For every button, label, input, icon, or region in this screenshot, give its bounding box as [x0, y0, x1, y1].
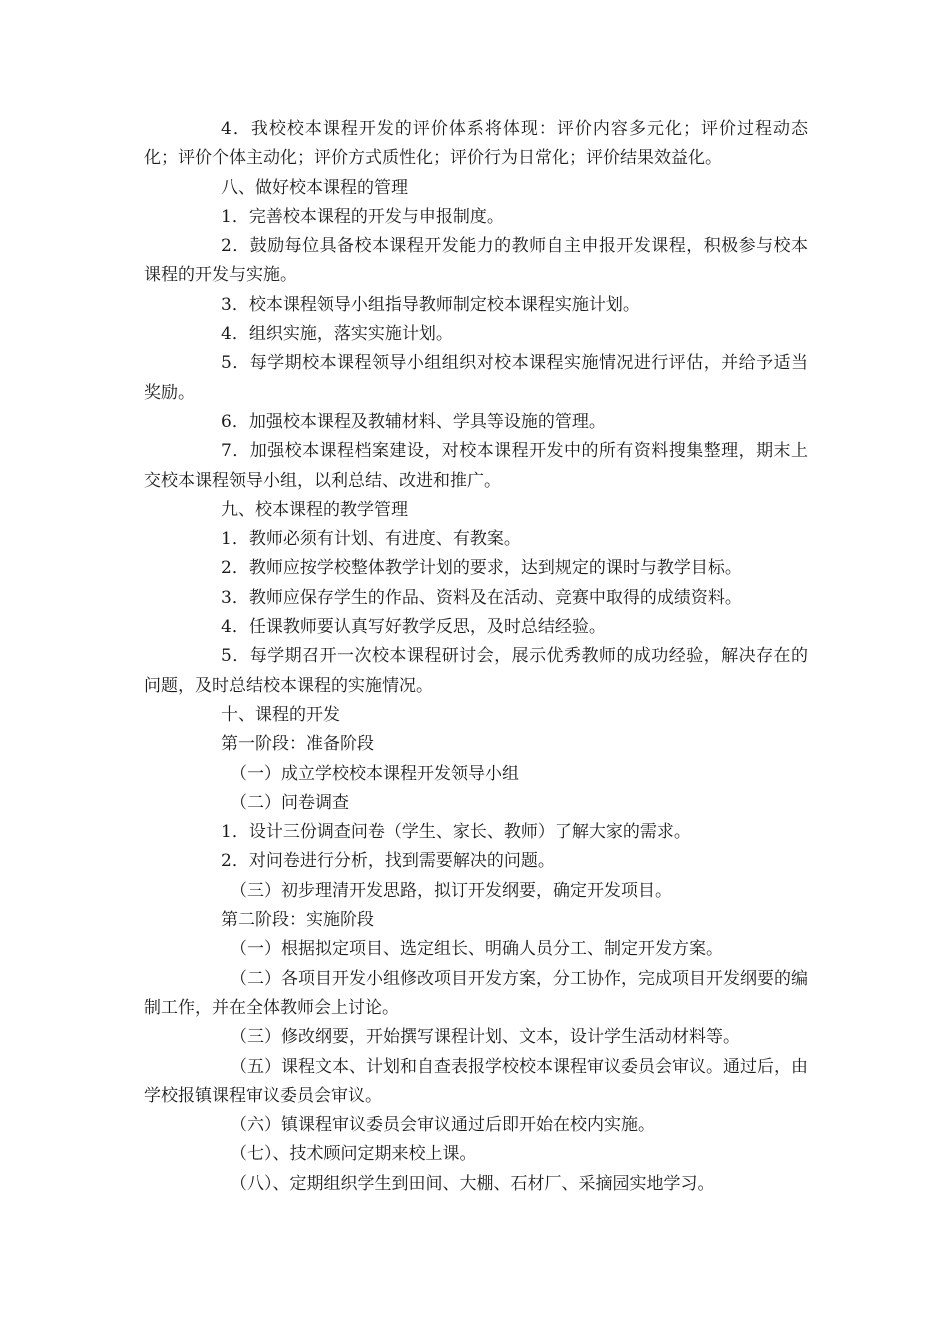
paragraph: 7．加强校本课程档案建设，对校本课程开发中的所有资料搜集整理，期末上交校本课程领导小组，以利总结、改进和推广。 [144, 441, 808, 491]
stage-heading-2: 第二阶段：实施阶段 [221, 910, 374, 931]
paragraph: 4．任课教师要认真写好教学反思，及时总结经验。 [221, 617, 606, 638]
paragraph: 1．教师必须有计划、有进度、有教案。 [221, 529, 521, 550]
document-body [144, 115, 808, 1199]
paragraph: （二）问卷调查 [230, 792, 349, 813]
paragraph: （三）修改纲要，开始撰写课程计划、文本，设计学生活动材料等。 [230, 1027, 740, 1048]
paragraph: （二）各项目开发小组修改项目开发方案，分工协作，完成项目开发纲要的编制工作，并在全体教师会上讨论。 [144, 968, 808, 1018]
paragraph: 3．教师应保存学生的作品、资料及在活动、竞赛中取得的成绩资料。 [221, 587, 742, 608]
paragraph: 4．组织实施，落实实施计划。 [221, 324, 453, 345]
paragraph: 1．设计三份调查问卷（学生、家长、教师）了解大家的需求。 [221, 822, 691, 843]
paragraph: （七）、技术顾问定期来校上课。 [230, 1144, 477, 1165]
paragraph: 2．对问卷进行分析，找到需要解决的问题。 [221, 851, 555, 872]
paragraph: 5．每学期召开一次校本课程研讨会，展示优秀教师的成功经验，解决存在的问题，及时总结校本课程的实施情况。 [144, 646, 808, 696]
paragraph: （三）初步理清开发思路，拟订开发纲要，确定开发项目。 [230, 880, 672, 901]
section-heading-10: 十、课程的开发 [221, 704, 340, 725]
paragraph: 6．加强校本课程及教辅材料、学具等设施的管理。 [221, 411, 606, 432]
paragraph: （一）根据拟定项目、选定组长、明确人员分工、制定开发方案。 [230, 939, 723, 960]
paragraph: 3．校本课程领导小组指导教师制定校本课程实施计划。 [221, 294, 640, 315]
paragraph: 1．完善校本课程的开发与申报制度。 [221, 206, 504, 227]
paragraph: （六）镇课程审议委员会审议通过后即开始在校内实施。 [230, 1115, 655, 1136]
paragraph: （五）课程文本、计划和自查表报学校校本课程审议委员会审议。通过后，由学校报镇课程审议委员会审议。 [144, 1056, 808, 1106]
section-heading-8: 八、做好校本课程的管理 [221, 177, 408, 198]
paragraph: 2．鼓励每位具备校本课程开发能力的教师自主申报开发课程，积极参与校本课程的开发与实施。 [144, 236, 808, 286]
paragraph: 5．每学期校本课程领导小组组织对校本课程实施情况进行评估，并给予适当奖励。 [144, 353, 808, 403]
paragraph: （八）、定期组织学生到田间、大棚、石材厂、采摘园实地学习。 [230, 1173, 715, 1194]
stage-heading-1: 第一阶段：准备阶段 [221, 734, 374, 755]
paragraph: （一）成立学校校本课程开发领导小组 [230, 763, 519, 784]
paragraph: 2．教师应按学校整体教学计划的要求，达到规定的课时与教学目标。 [221, 558, 742, 579]
paragraph-evaluation-system: 4．我校校本课程开发的评价体系将体现：评价内容多元化；评价过程动态化；评价个体主动化；评价方式质性化；评价行为日常化；评价结果效益化。 [144, 119, 808, 169]
section-heading-9: 九、校本课程的教学管理 [221, 499, 408, 520]
